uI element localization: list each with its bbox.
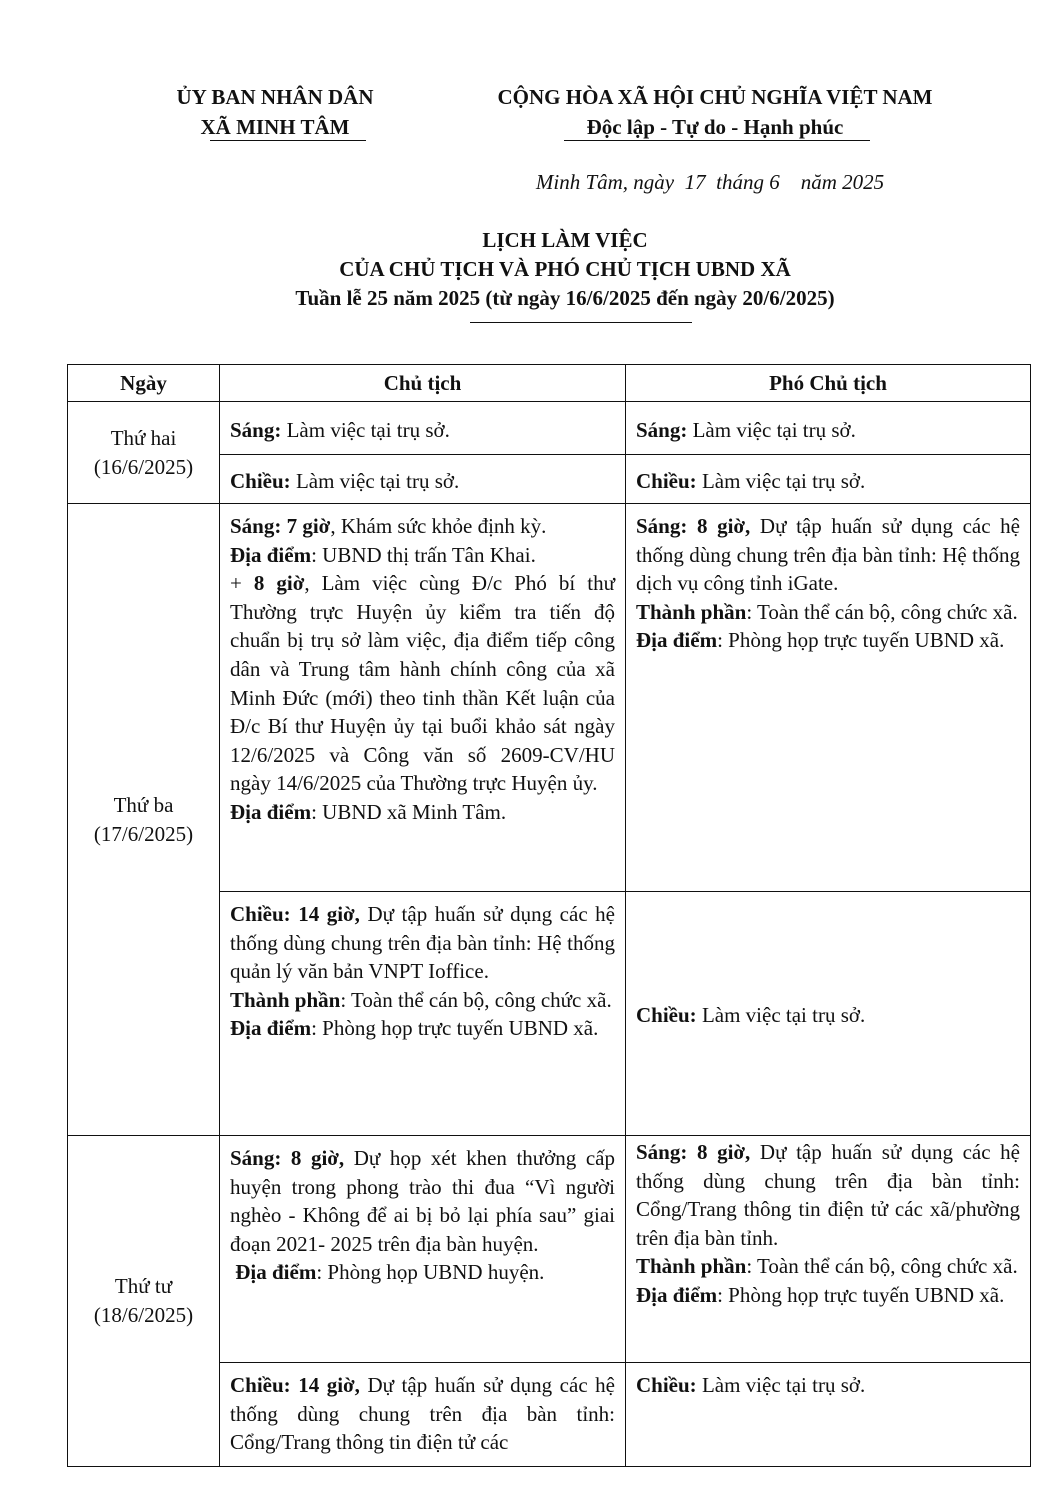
afternoon-label: Chiều: [636, 468, 697, 493]
day-name: Thứ hai [110, 425, 177, 450]
title-line-1: LỊCH LÀM VIỆC [482, 228, 648, 252]
chair-afternoon-tuesday: Chiều: 14 giờ, Dự tập huấn sử dụng các hệ thống dùng chung trên địa bàn tỉnh: Hệ thống quản lý văn bản VNPT Ioffice. Thành phần: Toàn thể cán bộ, công chức xã. Địa điểm: Phòng họp trực tuyến UBND xã. [220, 892, 626, 1136]
agency-underline [210, 140, 366, 141]
agency-line-2: XÃ MINH TÂM [200, 115, 350, 139]
day-date: (16/6/2025) [93, 454, 194, 479]
motto-underline [564, 140, 870, 141]
title-underline [470, 322, 692, 323]
chair-pm-text: Làm việc tại trụ sở. [290, 468, 460, 493]
nation-line-2: Độc lập - Tự do - Hạnh phúc [586, 115, 844, 139]
table-header-row [68, 365, 1031, 402]
day-name: Thứ tư [114, 1274, 173, 1299]
title-line-2: CỦA CHỦ TỊCH VÀ PHÓ CHỦ TỊCH UBND XÃ [339, 257, 791, 281]
vice-afternoon-tuesday: Chiều: Làm việc tại trụ sở. [626, 892, 1031, 1136]
table-row [68, 402, 1031, 455]
vice-pm-text: Làm việc tại trụ sở. [696, 468, 866, 493]
col-header-day: Ngày [68, 365, 220, 402]
document-title [130, 226, 1000, 313]
day-cell-wednesday [68, 1136, 220, 1467]
vice-morning-tuesday: Sáng: 8 giờ, Dự tập huấn sử dụng các hệ thống dùng chung trên địa bàn tỉnh: Hệ thống dịch vụ công tỉnh iGate. Thành phần: Toàn thể cán bộ, công chức xã. Địa điểm: Phòng họp trực tuyến UBND xã. [626, 504, 1031, 892]
morning-label: Sáng: [230, 417, 282, 442]
chair-afternoon-wednesday: Chiều: 14 giờ, Dự tập huấn sử dụng các hệ thống dùng chung trên địa bàn tỉnh: Cổng/Trang thông tin điện tử các [220, 1363, 626, 1467]
nation-line-1: CỘNG HÒA XÃ HỘI CHỦ NGHĨA VIỆT NAM [497, 85, 933, 109]
day-date: (17/6/2025) [93, 821, 194, 846]
chair-morning-tuesday: Sáng: 7 giờ, Khám sức khỏe định kỳ. Địa điểm: UBND thị trấn Tân Khai. + 8 giờ, Làm việc cùng Đ/c Phó bí thư Thường trực Huyện ủy kiểm tra tiến độ chuẩn bị trụ sở làm việc, địa điểm tiếp công dân và Trung tâm hành chính công của xã Minh Đức (mới) theo tinh thần Kết luận của Đ/c Bí thư Huyện ủy tại buổi khảo sát ngày 12/6/2025 và Công văn số 2609-CV/HU ngày 14/6/2025 của Thường trực Huyện ủy. Địa điểm: UBND xã Minh Tâm. [220, 504, 626, 892]
morning-label: Sáng: [636, 417, 688, 442]
table-row [68, 504, 1031, 892]
chair-afternoon-monday [220, 455, 626, 504]
agency-line-1: ỦY BAN NHÂN DÂN [176, 85, 374, 109]
chair-am-text: Làm việc tại trụ sở. [281, 417, 450, 442]
national-motto [430, 82, 1000, 142]
vice-morning-monday [626, 402, 1031, 455]
vice-morning-wednesday: Sáng: 8 giờ, Dự tập huấn sử dụng các hệ thống dùng chung trên địa bàn tỉnh: Cổng/Trang thông tin điện tử các xã/phường trên địa bàn tỉnh. Thành phần: Toàn thể cán bộ, công chức xã. Địa điểm: Phòng họp trực tuyến UBND xã. [626, 1136, 1031, 1363]
vice-am-text: Làm việc tại trụ sở. [687, 417, 856, 442]
chair-morning-wednesday: Sáng: 8 giờ, Dự họp xét khen thưởng cấp huyện trong phong trào thi đua “Vì người nghèo - Không để ai bị bỏ lại phía sau” giai đoạn 2021- 2025 trên địa bàn huyện. Địa điểm: Phòng họp UBND huyện. [220, 1136, 626, 1363]
col-header-chair: Chủ tịch [220, 365, 626, 402]
vice-afternoon-wednesday: Chiều: Làm việc tại trụ sở. [626, 1363, 1031, 1467]
table-row [68, 1136, 1031, 1363]
vice-afternoon-monday [626, 455, 1031, 504]
schedule-table [67, 364, 1031, 1467]
afternoon-label: Chiều: [636, 1003, 697, 1028]
day-cell-monday [68, 402, 220, 504]
afternoon-label: Chiều: [230, 468, 291, 493]
title-line-3: Tuần lễ 25 năm 2025 (từ ngày 16/6/2025 đến ngày 20/6/2025) [295, 286, 835, 310]
document-date: Minh Tâm, ngày 17 tháng 6 năm 2025 [535, 170, 885, 194]
afternoon-label: Chiều: [636, 1373, 697, 1397]
day-name: Thứ ba [113, 792, 174, 817]
day-cell-tuesday [68, 504, 220, 1136]
col-header-vice: Phó Chủ tịch [626, 365, 1031, 402]
chair-morning-monday [220, 402, 626, 455]
day-date: (18/6/2025) [93, 1303, 194, 1327]
issuing-agency [130, 82, 420, 142]
